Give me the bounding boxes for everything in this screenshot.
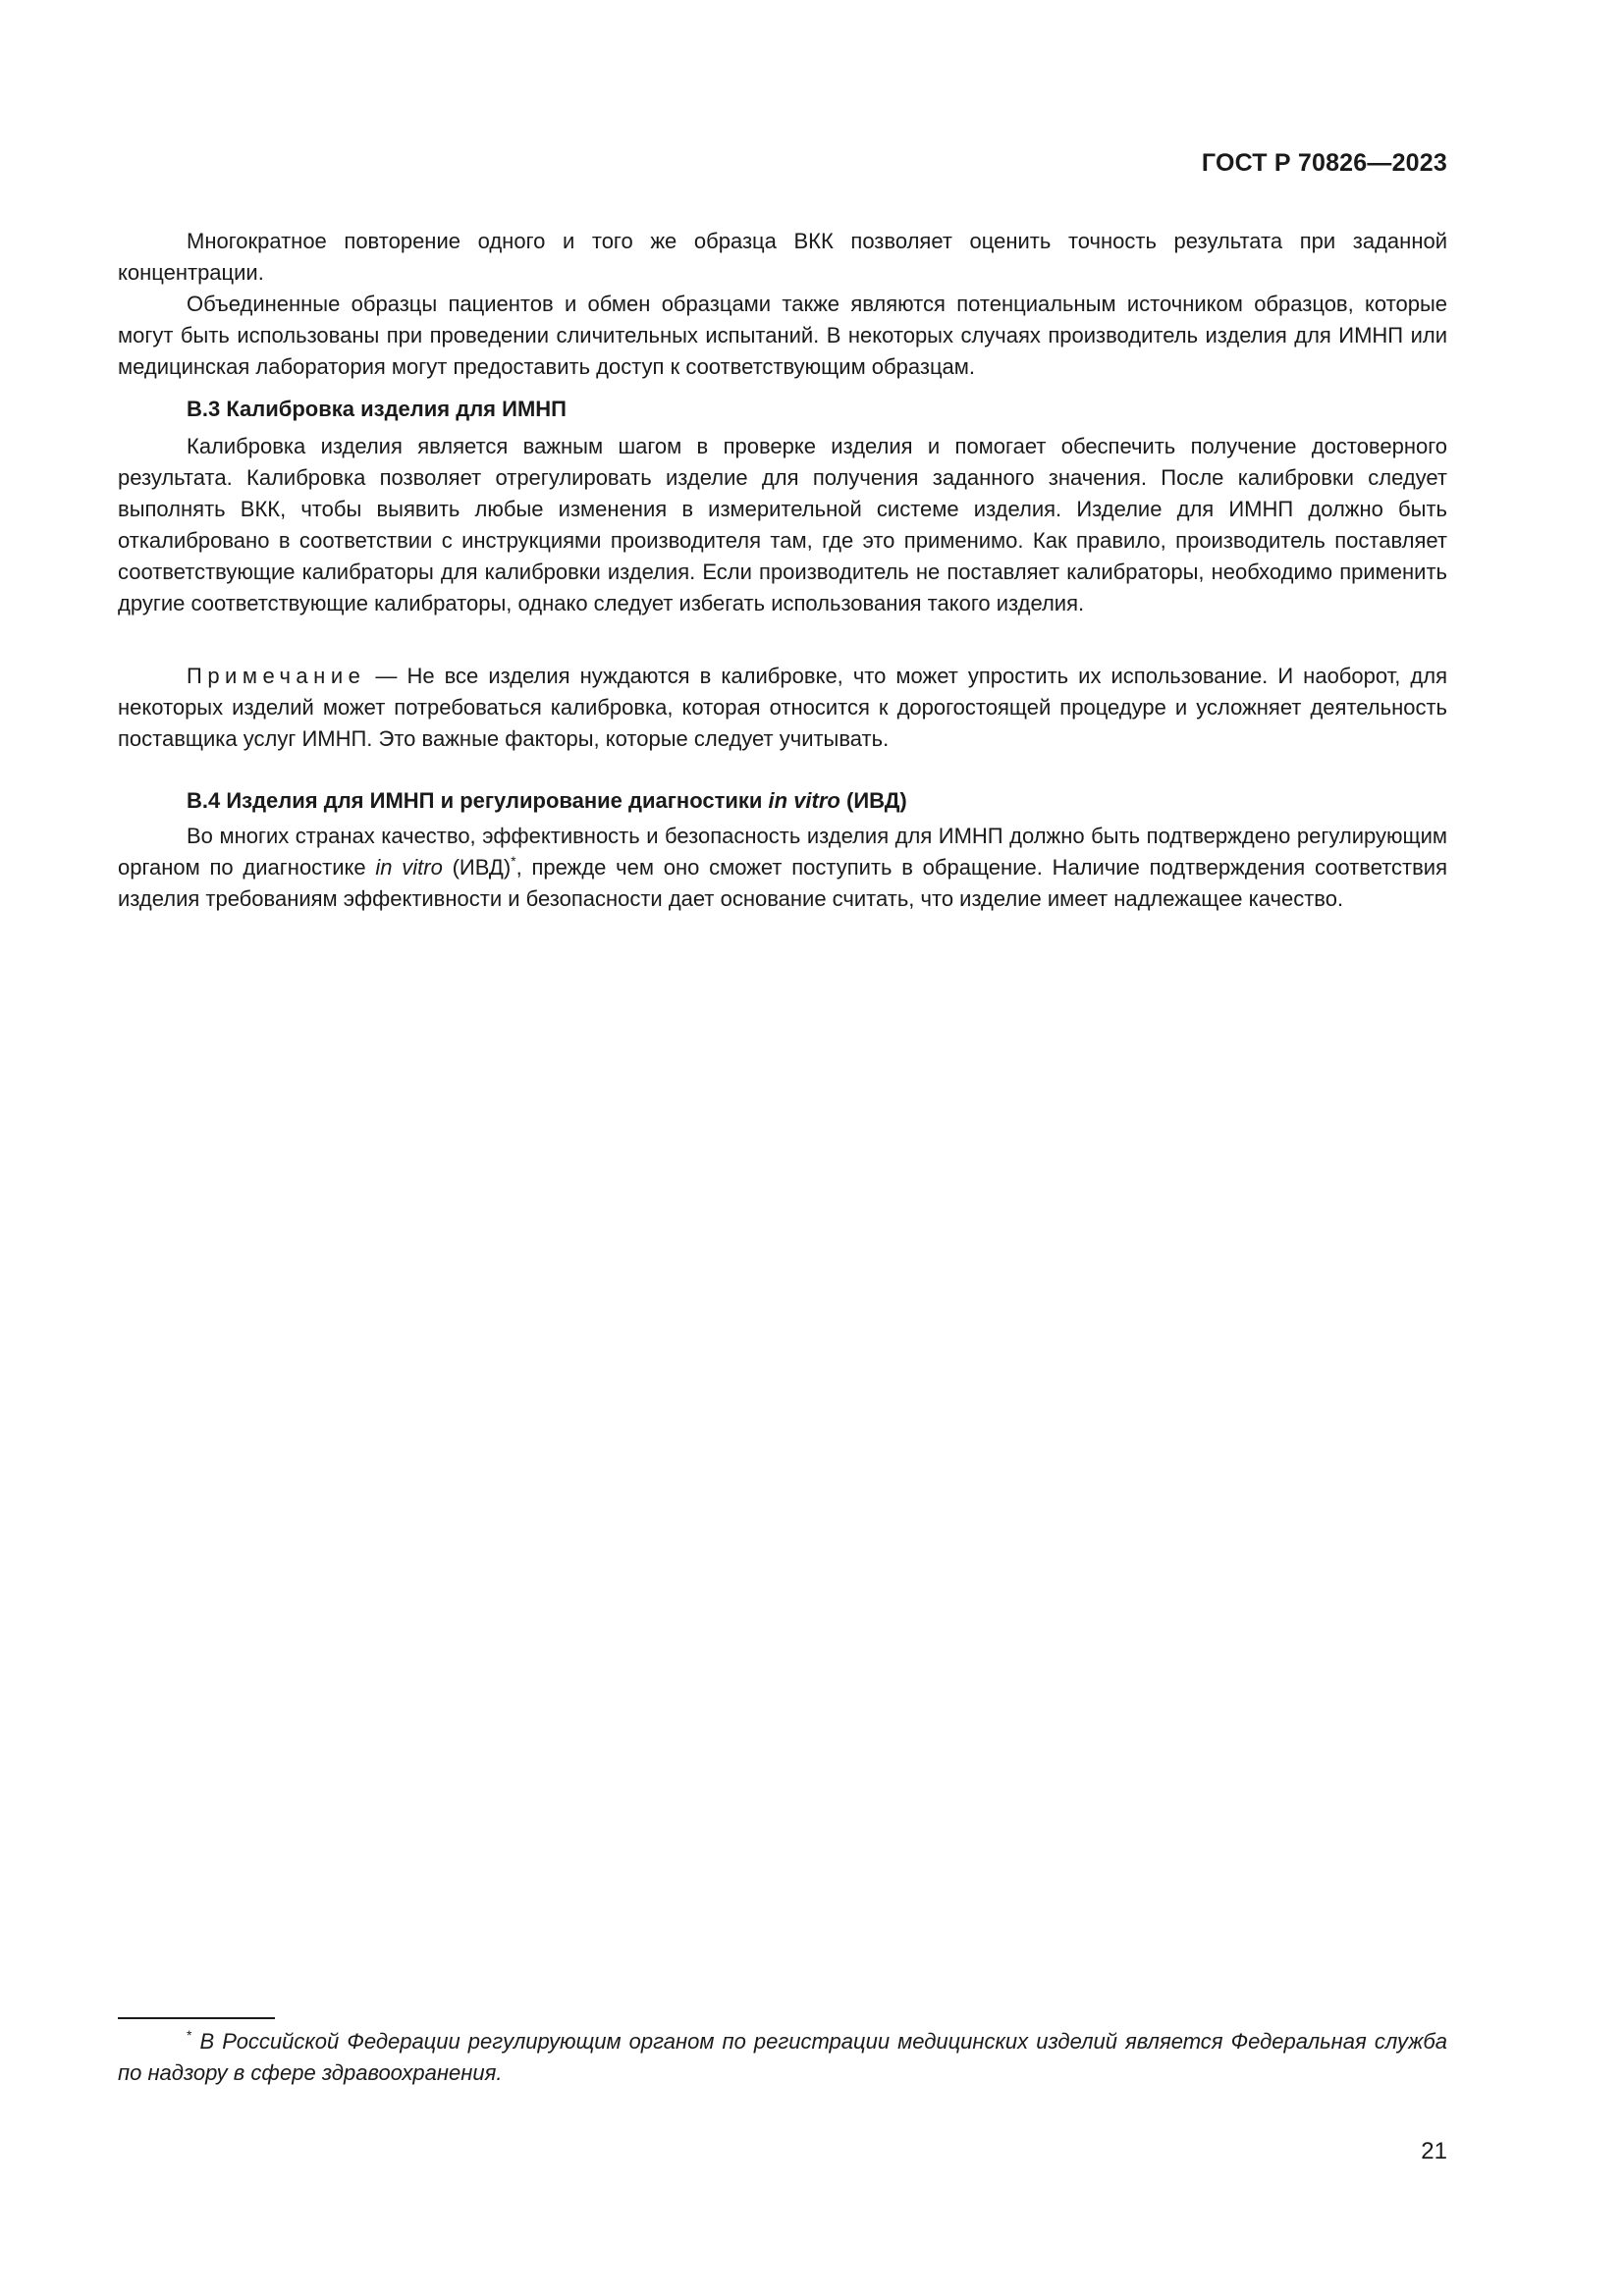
paragraph-ivd-regulation [118,821,1447,915]
note-text: Не все изделия нуждаются в калибровке, что может упростить их использование. И наоборот, для некоторых изделий может потребоваться калибровка, которая относится к дорогостоящей процедуре и усложняет деятельность поставщика услуг ИМНП. Это важные факторы, которые следует учитывать. [118,664,1447,751]
footnote [118,2026,1447,2089]
note-label: Примечание [187,664,366,688]
section-heading-b3-wrapper [118,394,1447,425]
paragraph-pooled-samples: Объединенные образцы пациентов и обмен образцами также являются потенциальным источником образцов, которые могут быть использованы при проведении сличительных испытаний. В некоторых случаях производитель изделия для ИМНП или медицинская лаборатория могут предоставить доступ к соответствующим образцам. [118,292,1447,379]
footnote-text: В Российской Федерации регулирующим органом по регистрации медицинских изделий является Федеральная служба по надзору в сфере здравоохранения. [118,2029,1447,2085]
para-b4-part2: (ИВД) [442,855,512,880]
paragraph-qc-repetition: Многократное повторение одного и того же образца ВКК позволяет оценить точность результата при заданной концентрации. [118,229,1447,285]
section-heading-b4-wrapper [118,785,1447,817]
note-paragraph [118,661,1447,755]
para-b4-part3: , прежде чем оно сможет поступить в обращение. Наличие подтверждения соответствия изделия требованиям эффективности и безопасности дает основание считать, что изделие имеет надлежащее качество. [118,855,1447,911]
footnote-separator [118,2017,275,2019]
para-b4-part1: Во многих странах качество, эффективность и безопасность изделия для ИМНП должно быть подтверждено регулирующим органом по диагностике [118,824,1447,880]
section-heading-b3: В.3 Калибровка изделия для ИМНП [187,397,567,421]
page-number: 21 [1421,2138,1447,2164]
intro-text-block [118,226,1447,383]
heading-b4-prefix: В.4 Изделия для ИМНП и регулирование диагностики [187,788,769,813]
section-heading-b4 [118,785,1447,817]
footnote-reference[interactable]: * [511,853,516,869]
footnote-marker: * [187,2027,192,2043]
note-dash: — [365,664,407,688]
paragraph-calibration: Калибровка изделия является важным шагом в проверке изделия и помогает обеспечить получение достоверного результата. Калибровка позволяет отрегулировать изделие для получения заданного значения. После калибровки следует выполнять ВКК, чтобы выявить любые изменения в измерительной системе изделия. Изделие для ИМНП должно быть откалибровано в соответствии с инструкциями производителя там, где это применимо. Как правило, производитель поставляет соответствующие калибраторы для калибровки изделия. Если производитель не поставляет калибраторы, необходимо применить другие соответствующие калибраторы, однако следует избегать использования такого изделия. [118,434,1447,615]
section-b4-text-block [118,821,1447,915]
document-id-header: ГОСТ Р 70826—2023 [1201,149,1447,177]
section-b3-text-block [118,431,1447,619]
heading-b4-italic: in vitro [768,788,840,813]
note-block [118,661,1447,755]
heading-b4-suffix: (ИВД) [839,788,907,813]
para-b4-italic: in vitro [375,855,443,880]
